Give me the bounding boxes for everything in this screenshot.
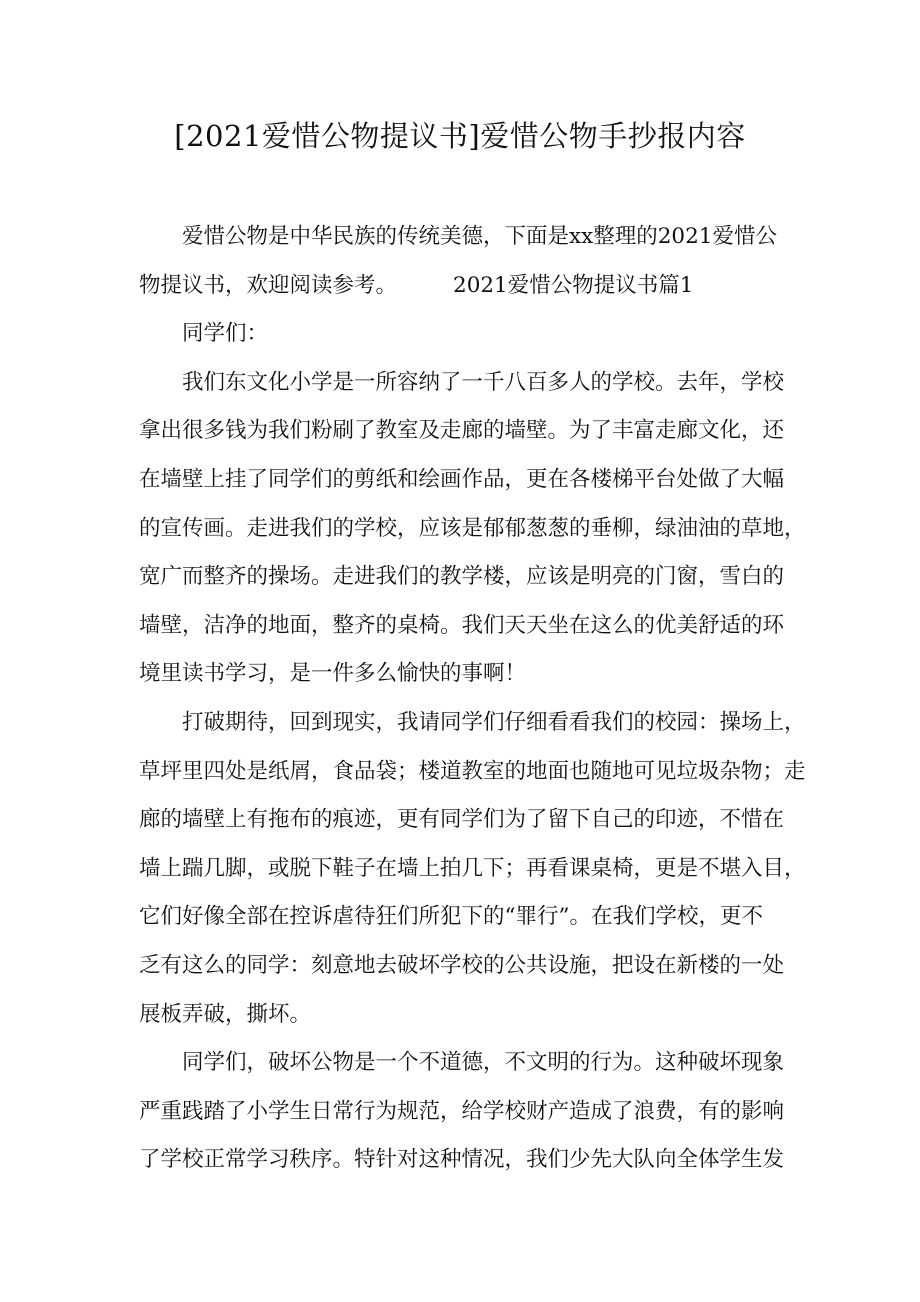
paragraph-line: 宽广而整齐的操场。走进我们的教学楼，应该是明亮的门窗，雪白的 bbox=[139, 564, 785, 590]
paragraph-line: 严重践踏了小学生日常行为规范，给学校财产造成了浪费，有的影响 bbox=[139, 1098, 785, 1124]
paragraph-line: 它们好像全部在控诉虐待狂们所犯下的“罪行”。在我们学校，更不 bbox=[139, 904, 763, 930]
paragraph-line: 墙壁，洁净的地面，整齐的桌椅。我们天天坐在这么的优美舒适的环 bbox=[139, 612, 785, 638]
paragraph-line: 墙上踹几脚，或脱下鞋子在墙上拍几下；再看课桌椅，更是不堪入目， bbox=[139, 855, 806, 881]
paragraph-line: 草坪里四处是纸屑，食品袋；楼道教室的地面也随地可见垃圾杂物；走 bbox=[139, 758, 806, 784]
paragraph-line: 乏有这么的同学：刻意地去破坏学校的公共设施，把设在新楼的一处 bbox=[139, 952, 785, 978]
paragraph-line: 的宣传画。走进我们的学校，应该是郁郁葱葱的垂柳，绿油油的草地， bbox=[139, 515, 806, 541]
paragraph-line: 了学校正常学习秩序。特针对这种情况，我们少先大队向全体学生发 bbox=[139, 1147, 785, 1173]
paragraph-line: 爱惜公物是中华民族的传统美德，下面是xx整理的2021爱惜公 bbox=[182, 224, 777, 249]
paragraph-line: 廊的墙壁上有拖布的痕迹，更有同学们为了留下自己的印迹，不惜在 bbox=[139, 807, 785, 833]
paragraph-line-text: 物提议书，欢迎阅读参考。 bbox=[139, 272, 398, 298]
paragraph-line: 打破期待，回到现实，我请同学们仔细看看我们的校园：操场上， bbox=[182, 709, 806, 735]
paragraph-line bbox=[139, 262, 784, 311]
document-title: [2021爱惜公物提议书]爱惜公物手抄报内容 bbox=[174, 119, 746, 153]
paragraph-line: 拿出很多钱为我们粉刷了教室及走廊的墙壁。为了丰富走廊文化，还 bbox=[139, 418, 785, 444]
paragraph-line: 展板弄破，撕坏。 bbox=[139, 1001, 312, 1027]
paragraph-line: 境里读书学习，是一件多么愉快的事啊！ bbox=[139, 661, 527, 687]
document-body bbox=[139, 213, 806, 1185]
salutation: 同学们： bbox=[182, 321, 269, 347]
section-heading: 2021爱惜公物提议书篇1 bbox=[453, 272, 694, 298]
paragraph-line: 我们东文化小学是一所容纳了一千八百多人的学校。去年，学校 bbox=[182, 369, 785, 395]
paragraph-line: 在墙壁上挂了同学们的剪纸和绘画作品，更在各楼梯平台处做了大幅 bbox=[139, 466, 785, 492]
paragraph-line: 同学们，破坏公物是一个不道德，不文明的行为。这种破坏现象 bbox=[182, 1050, 785, 1076]
